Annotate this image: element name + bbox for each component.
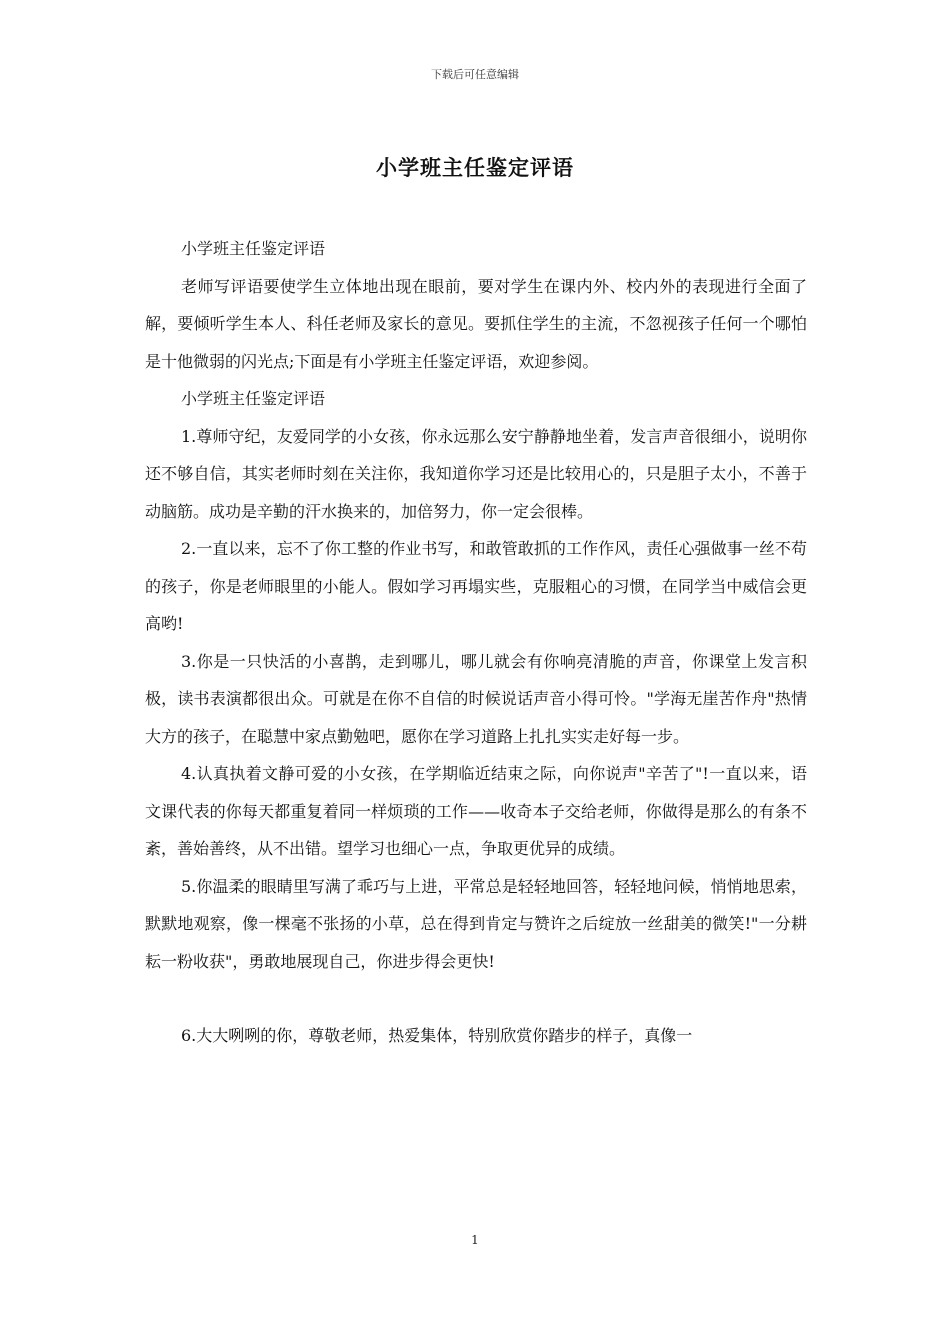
document-title: 小学班主任鉴定评语 bbox=[376, 155, 574, 180]
page-number: 1 bbox=[471, 1233, 479, 1247]
comment-paragraph-3: 3.你是一只快活的小喜鹊，走到哪儿，哪儿就会有你响亮清脆的声音，你课堂上发言积极，读书表演都很出众。可就是在你不自信的时候说话声音小得可怜。"学海无崖苦作舟"热情大方的孩子，在聪慧中家点勤勉吧，愿你在学习道路上扎扎实实走好每一步。 bbox=[145, 651, 807, 746]
section-heading: 小学班主任鉴定评语 bbox=[181, 239, 326, 258]
comment-paragraph-1: 1.尊师守纪，友爱同学的小女孩，你永远那么安宁静静地坐着，发言声音很细小，说明你还不够自信，其实老师时刻在关注你，我知道你学习还是比较用心的，只是胆子太小，不善于动脑筋。成功是辛勤的汗水换来的，加倍努力，你一定会很棒。 bbox=[145, 426, 807, 521]
comment-paragraph-5: 5.你温柔的眼睛里写满了乖巧与上进，平常总是轻轻地回答，轻轻地问候，悄悄地思索，默默地观察，像一棵毫不张扬的小草，总在得到肯定与赞许之后绽放一丝甜美的微笑!"一分耕耘一粉收获"，勇敢地展现自己，你进步得会更快! bbox=[145, 876, 807, 971]
comment-paragraph-6: 6.大大咧咧的你，尊敬老师，热爱集体，特别欣赏你踏步的样子，真像一 bbox=[181, 1026, 693, 1045]
comment-paragraph-2: 2.一直以来，忘不了你工整的作业书写，和敢管敢抓的工作作风，责任心强做事一丝不苟的孩子，你是老师眼里的小能人。假如学习再塌实些，克服粗心的习惯，在同学当中威信会更高哟! bbox=[145, 539, 807, 633]
document-body bbox=[145, 230, 807, 1055]
intro-paragraph: 老师写评语要使学生立体地出现在眼前，要对学生在课内外、校内外的表现进行全面了解，要倾听学生本人、科任老师及家长的意见。要抓住学生的主流，不忽视孩子任何一个哪怕是十他微弱的闪光点;下面是有小学班主任鉴定评语，欢迎参阅。 bbox=[145, 276, 807, 371]
comment-paragraph-4: 4.认真执着文静可爱的小女孩，在学期临近结束之际，向你说声"辛苦了"!一直以来，语文课代表的你每天都重复着同一样烦琐的工作——收奇本子交给老师，你做得是那么的有条不紊，善始善终，从不出错。望学习也细心一点，争取更优异的成绩。 bbox=[145, 764, 807, 858]
page-header: 下载后可任意编辑 bbox=[431, 68, 519, 81]
section-heading: 小学班主任鉴定评语 bbox=[181, 389, 326, 408]
